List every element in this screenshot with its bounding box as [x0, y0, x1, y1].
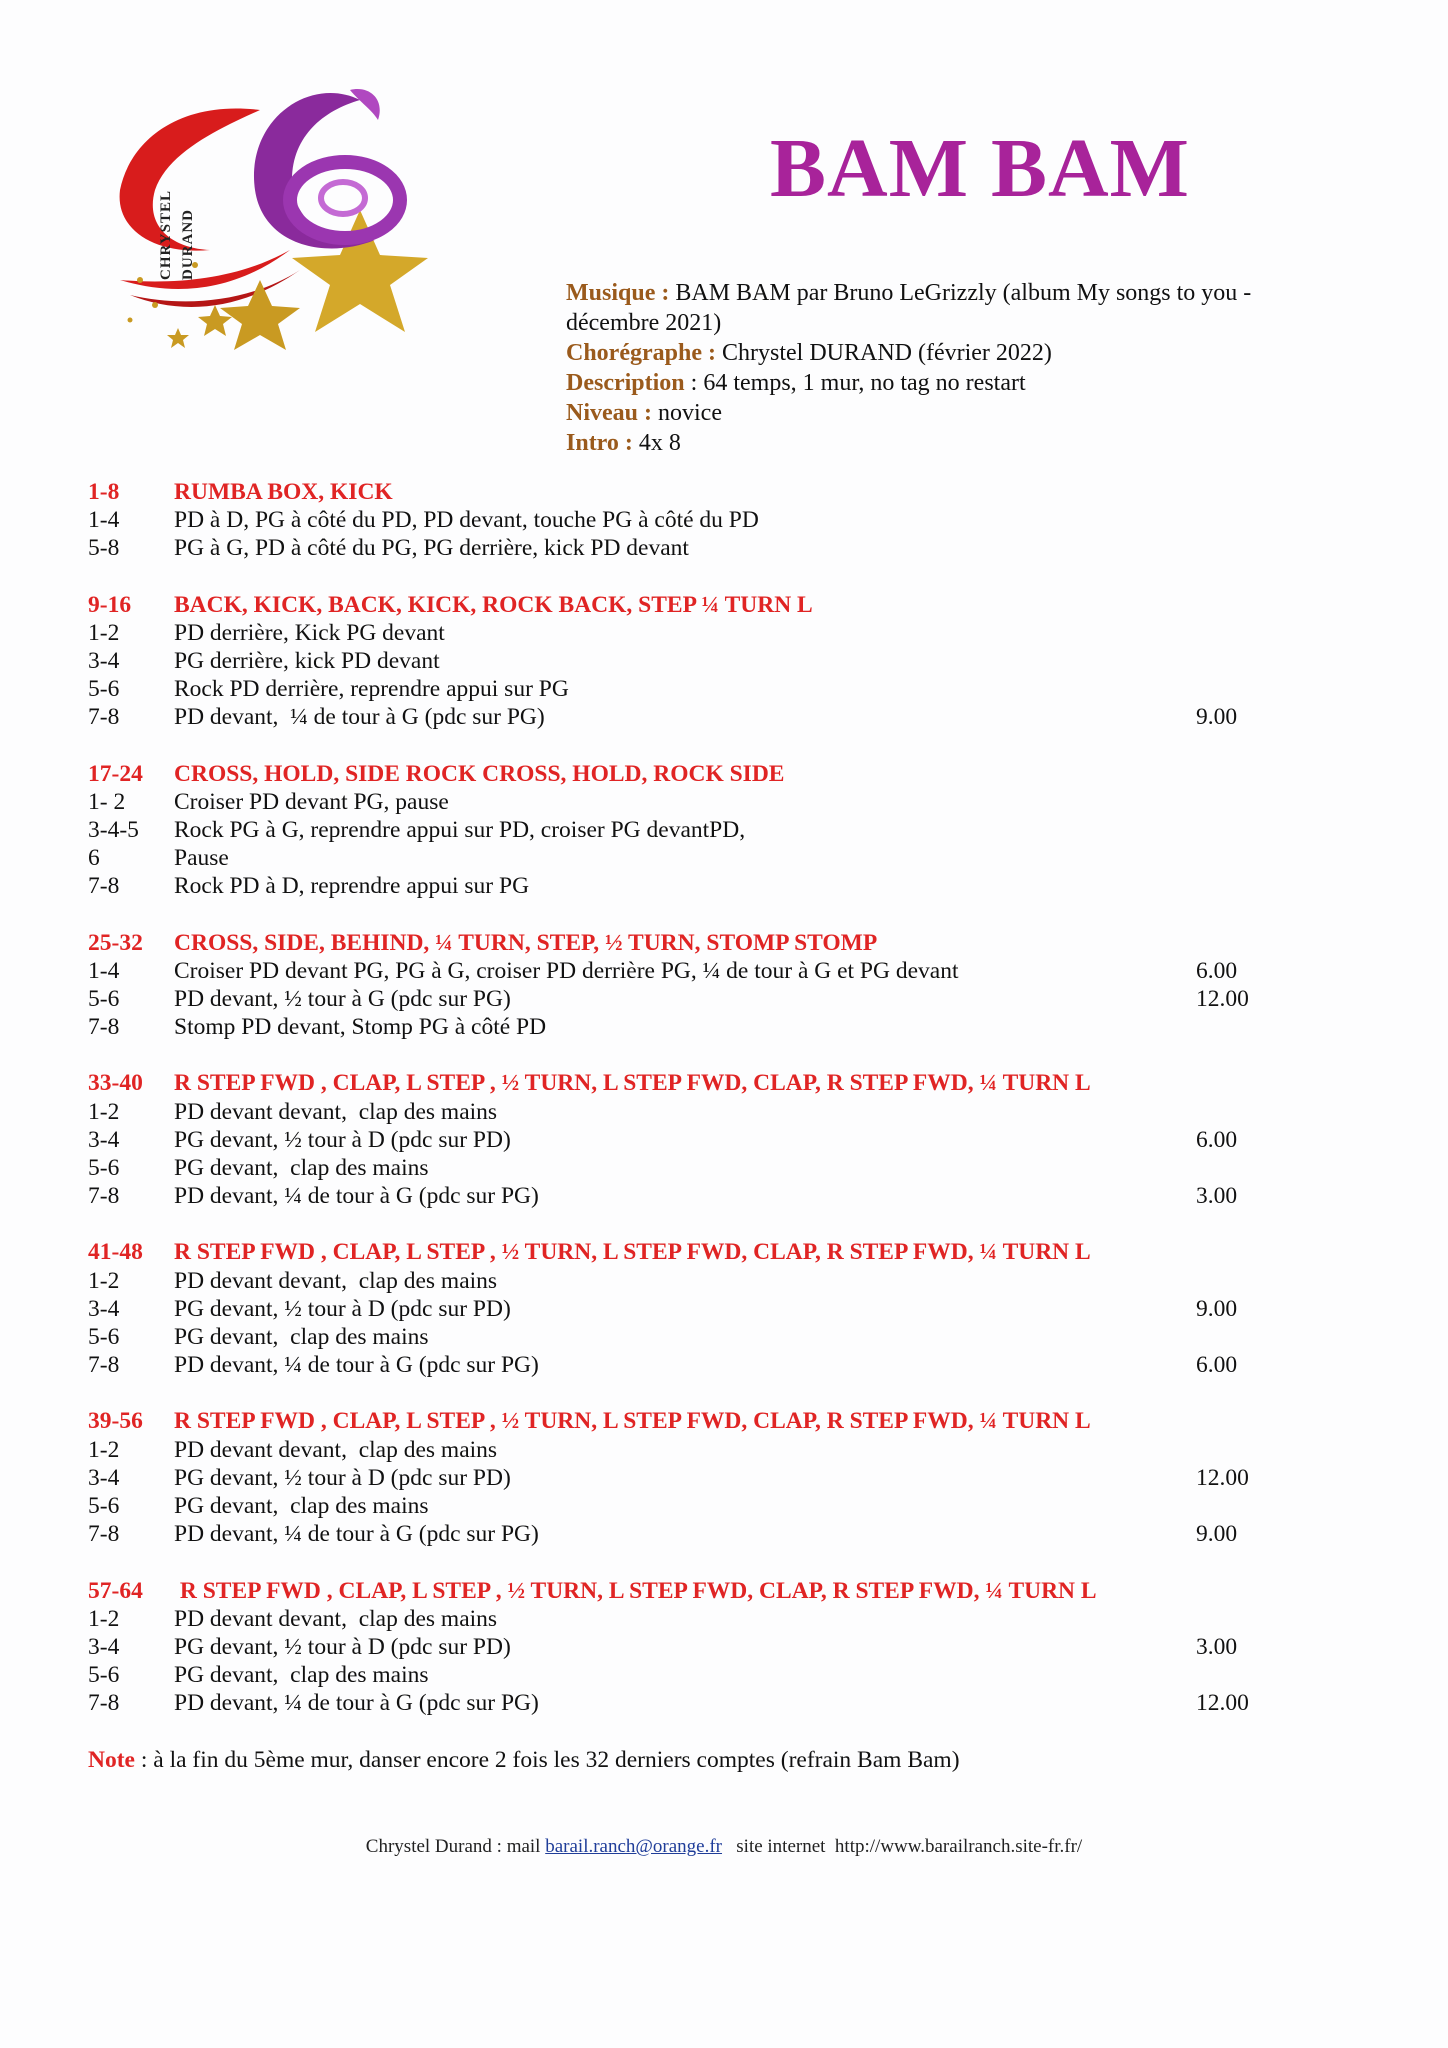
step-row: [88, 1661, 1368, 1689]
musique-label: Musique :: [566, 280, 670, 306]
section-title: R STEP FWD , CLAP, L STEP , ½ TURN, L STEP FWD, CLAP, R STEP FWD, ¼ TURN L: [174, 1070, 1091, 1097]
step-counts: 1- 2: [88, 788, 126, 815]
step-row: [88, 816, 1368, 844]
step-section: [88, 760, 1368, 901]
step-counts: 7-8: [88, 873, 120, 900]
step-counts: 7-8: [88, 1352, 120, 1379]
step-description: PD devant devant, clap des mains: [174, 1605, 498, 1632]
step-row: [88, 1154, 1368, 1182]
step-section: [88, 1407, 1368, 1548]
step-wall-time: 6.00: [1196, 1352, 1238, 1379]
email-link[interactable]: barail.ranch@orange.fr: [545, 1836, 723, 1857]
section-title: CROSS, HOLD, SIDE ROCK CROSS, HOLD, ROCK SIDE: [174, 760, 785, 787]
section-header: [88, 1577, 1368, 1605]
step-wall-time: 6.00: [1196, 957, 1238, 984]
step-description: PG devant, clap des mains: [174, 1155, 429, 1182]
section-counts: 9-16: [88, 591, 132, 618]
step-row: [88, 647, 1368, 675]
step-counts: 1-4: [88, 507, 120, 534]
step-row: [88, 703, 1368, 731]
step-row: [88, 1436, 1368, 1464]
footer-prefix: Chrystel Durand : mail: [365, 1836, 546, 1857]
step-section: [88, 1238, 1368, 1379]
step-row: [88, 872, 1368, 900]
section-header: [88, 591, 1368, 619]
section-header: [88, 760, 1368, 788]
step-counts: 5-6: [88, 1662, 120, 1689]
note: [88, 1747, 960, 1774]
step-row: [88, 1492, 1368, 1520]
step-description: Rock PD à D, reprendre appui sur PG: [174, 873, 530, 900]
step-counts: 3-4: [88, 1295, 120, 1322]
step-row: [88, 957, 1368, 985]
musique-value: BAM BAM par Bruno LeGrizzly (album My songs to you - décembre 2021): [566, 280, 1252, 336]
step-description: Pause: [174, 845, 229, 872]
niveau-label: Niveau :: [566, 400, 652, 426]
step-counts: 3-4: [88, 1126, 120, 1153]
section-header: [88, 478, 1368, 506]
dance-title: BAM BAM: [770, 122, 1190, 215]
step-row: [88, 788, 1368, 816]
step-counts: 1-2: [88, 619, 120, 646]
footer-website: site internet http://www.barailranch.site-fr.fr/: [722, 1836, 1083, 1857]
step-wall-time: 9.00: [1196, 1521, 1238, 1548]
step-section: [88, 591, 1368, 732]
step-row: [88, 1182, 1368, 1210]
description-line: [566, 368, 1336, 398]
choregraphe-line: [566, 338, 1336, 368]
choregraphe-label: Chorégraphe :: [566, 340, 716, 366]
section-header: [88, 1069, 1368, 1097]
step-description: PD devant, ¼ de tour à G (pdc sur PG): [174, 1521, 539, 1548]
step-wall-time: 9.00: [1196, 1295, 1238, 1322]
step-row: [88, 1464, 1368, 1492]
step-section: [88, 1069, 1368, 1210]
step-row: [88, 1633, 1368, 1661]
step-row: [88, 1267, 1368, 1295]
step-wall-time: 12.00: [1196, 1464, 1249, 1491]
svg-text:CHRYSTEL: CHRYSTEL: [158, 190, 174, 280]
step-counts: 1-2: [88, 1436, 120, 1463]
step-section: [88, 929, 1368, 1042]
step-sections: [88, 478, 1368, 1746]
step-description: PD devant, ½ tour à G (pdc sur PG): [174, 986, 511, 1013]
choregraphe-value: Chrystel DURAND (février 2022): [721, 340, 1052, 366]
section-counts: 17-24: [88, 760, 143, 787]
step-row: [88, 1351, 1368, 1379]
step-description: PG devant, ½ tour à D (pdc sur PD): [174, 1464, 511, 1491]
description-label: Description: [566, 370, 685, 396]
step-description: PG devant, ½ tour à D (pdc sur PD): [174, 1126, 511, 1153]
step-wall-time: 3.00: [1196, 1183, 1238, 1210]
niveau-value: novice: [658, 400, 722, 426]
section-title: CROSS, SIDE, BEHIND, ¼ TURN, STEP, ½ TURN, STOMP STOMP: [174, 929, 878, 956]
step-description: PD à D, PG à côté du PD, PD devant, touche PG à côté du PD: [174, 507, 759, 534]
niveau-line: [566, 398, 1336, 428]
step-row: [88, 675, 1368, 703]
step-description: PD derrière, Kick PG devant: [174, 619, 445, 646]
step-description: PD devant devant, clap des mains: [174, 1098, 498, 1125]
step-description: Croiser PD devant PG, pause: [174, 788, 449, 815]
intro-label: Intro :: [566, 430, 633, 456]
step-counts: 1-4: [88, 957, 120, 984]
step-counts: 5-6: [88, 1493, 120, 1520]
chrystel-durand-logo: [60, 80, 480, 350]
step-wall-time: 6.00: [1196, 1126, 1238, 1153]
svg-text:DURAND: DURAND: [180, 209, 196, 280]
section-header: [88, 1407, 1368, 1435]
intro-value: 4x 8: [638, 430, 681, 456]
note-label: Note: [88, 1747, 135, 1773]
step-description: PG devant, ½ tour à D (pdc sur PD): [174, 1295, 511, 1322]
step-wall-time: 3.00: [1196, 1633, 1238, 1660]
section-counts: 33-40: [88, 1070, 143, 1097]
step-row: [88, 1689, 1368, 1717]
step-wall-time: 12.00: [1196, 1690, 1249, 1717]
step-wall-time: 9.00: [1196, 704, 1238, 731]
step-description: Rock PG à G, reprendre appui sur PD, croiser PG devantPD,: [174, 817, 746, 844]
section-header: [88, 1238, 1368, 1266]
step-description: Croiser PD devant PG, PG à G, croiser PD derrière PG, ¼ de tour à G et PG devant: [174, 957, 959, 984]
step-counts: 7-8: [88, 1183, 120, 1210]
step-row: [88, 1126, 1368, 1154]
step-section: [88, 1577, 1368, 1718]
step-description: PG devant, clap des mains: [174, 1662, 429, 1689]
step-counts: 3-4: [88, 1464, 120, 1491]
step-row: [88, 1013, 1368, 1041]
step-description: PG à G, PD à côté du PG, PG derrière, kick PD devant: [174, 535, 689, 562]
footer: [0, 1836, 1448, 1858]
step-counts: 6: [88, 845, 100, 872]
step-description: PG devant, clap des mains: [174, 1324, 429, 1351]
step-description: Stomp PD devant, Stomp PG à côté PD: [174, 1014, 547, 1041]
section-counts: 39-56: [88, 1408, 143, 1435]
step-row: [88, 985, 1368, 1013]
step-counts: 7-8: [88, 1014, 120, 1041]
step-counts: 3-4: [88, 1633, 120, 1660]
step-counts: 5-6: [88, 1324, 120, 1351]
step-description: PD devant, ¼ de tour à G (pdc sur PG): [174, 1352, 539, 1379]
step-description: PD devant devant, clap des mains: [174, 1436, 498, 1463]
step-description: Rock PD derrière, reprendre appui sur PG: [174, 676, 569, 703]
note-text: : à la fin du 5ème mur, danser encore 2 fois les 32 derniers comptes (refrain Bam Bam): [134, 1747, 960, 1773]
step-counts: 7-8: [88, 1521, 120, 1548]
section-title: R STEP FWD , CLAP, L STEP , ½ TURN, L STEP FWD, CLAP, R STEP FWD, ¼ TURN L: [174, 1577, 1097, 1604]
step-row: [88, 619, 1368, 647]
step-row: [88, 506, 1368, 534]
section-counts: 41-48: [88, 1239, 143, 1266]
section-title: R STEP FWD , CLAP, L STEP , ½ TURN, L STEP FWD, CLAP, R STEP FWD, ¼ TURN L: [174, 1239, 1091, 1266]
step-counts: 3-4: [88, 648, 120, 675]
section-counts: 1-8: [88, 479, 120, 505]
step-row: [88, 1098, 1368, 1126]
step-counts: 5-8: [88, 535, 120, 562]
section-counts: 25-32: [88, 929, 143, 956]
dance-info: [566, 278, 1336, 458]
step-description: PG derrière, kick PD devant: [174, 648, 440, 675]
section-title: R STEP FWD , CLAP, L STEP , ½ TURN, L STEP FWD, CLAP, R STEP FWD, ¼ TURN L: [174, 1408, 1091, 1435]
section-title: BACK, KICK, BACK, KICK, ROCK BACK, STEP ¼ TURN L: [174, 591, 813, 618]
musique-line: [566, 278, 1336, 338]
step-counts: 7-8: [88, 704, 120, 731]
step-description: PD devant, ¼ de tour à G (pdc sur PG): [174, 704, 545, 731]
step-description: PD devant devant, clap des mains: [174, 1267, 498, 1294]
step-counts: 1-2: [88, 1098, 120, 1125]
step-counts: 1-2: [88, 1605, 120, 1632]
step-counts: 5-6: [88, 986, 120, 1013]
step-row: [88, 1520, 1368, 1548]
step-row: [88, 1295, 1368, 1323]
step-counts: 7-8: [88, 1690, 120, 1717]
step-counts: 1-2: [88, 1267, 120, 1294]
step-row: [88, 1323, 1368, 1351]
step-description: PD devant, ¼ de tour à G (pdc sur PG): [174, 1183, 539, 1210]
step-description: PG devant, clap des mains: [174, 1493, 429, 1520]
section-header: [88, 929, 1368, 957]
step-wall-time: 12.00: [1196, 986, 1249, 1013]
section-counts: 57-64: [88, 1577, 143, 1604]
step-counts: 5-6: [88, 1155, 120, 1182]
description-value: : 64 temps, 1 mur, no tag no restart: [684, 370, 1026, 396]
step-description: PD devant, ¼ de tour à G (pdc sur PG): [174, 1690, 539, 1717]
intro-line: [566, 428, 1336, 458]
step-counts: 3-4-5: [88, 817, 139, 844]
step-row: [88, 534, 1368, 562]
step-row: [88, 1605, 1368, 1633]
step-counts: 5-6: [88, 676, 120, 703]
step-description: PG devant, ½ tour à D (pdc sur PD): [174, 1633, 511, 1660]
section-title: RUMBA BOX, KICK: [174, 479, 393, 505]
step-row: [88, 844, 1368, 872]
step-section: [88, 478, 1368, 563]
